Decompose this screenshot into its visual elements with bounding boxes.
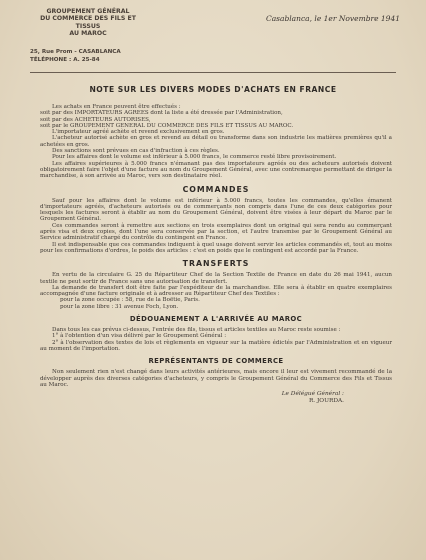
signatory-name: R. JOURDA.: [308, 398, 344, 405]
paragraph: Non seulement rien n'est changé dans leurs activités antérieures, mais encore il leur est vivement recommandé de la développer auprès des diverses catégories d'acheteurs, y compris le Groupement Général du Commerce des Fils et Tissus au Maroc.: [40, 369, 392, 388]
document-body: [22, 104, 404, 405]
paragraph: Les affaires supérieures à 5.000 francs n'émanant pas des importateurs agréés ou des acheteurs autorisés doivent obligatoirement faire l'objet d'une facture au nom du Groupement Général, avec une contremarque permettant de diriger la marchandise, à son arrivée au Maroc, vers son destinataire réel.: [40, 160, 392, 180]
commandes-section: [40, 198, 392, 255]
organization-name: [28, 8, 148, 38]
paragraph: pour la zone libre : 31 avenue Foch, Lyon.: [60, 303, 179, 310]
street-address: 25, Rue Prom - CASABLANCA: [30, 49, 121, 55]
paragraph: La demande de transfert doit être faite par l'expéditeur de la marchandise. Elle sera à établir en quatre exemplaires accompagnée d'une facture originale et à adresser au Répartiteur Chef des Textiles :: [40, 284, 392, 298]
paragraph: 1° à l'obtention d'un visa délivré par le Groupement Général :: [52, 333, 227, 340]
paragraph: Pour les affaires dont le volume est inférieur à 5.000 francs, le commerce resté libre provisoirement.: [52, 154, 337, 161]
phone-number: TÉLÉPHONE : A. 25-84: [30, 57, 100, 63]
transferts-section: [40, 272, 392, 310]
paragraph: Sauf pour les affaires dont le volume est inférieur à 5.000 francs, toutes les commandes, qu'elles émanent d'importateurs agréés, d'acheteurs autorisés ou de commerçants non compris dans l'une de ces deux catégories pour lesquels les factures seront à établir au nom du Groupement Général, doivent être visées à leur départ du Maroc par le Groupement Général.: [40, 197, 392, 223]
paragraph: soit par des IMPORTATEURS AGREES dont la liste a été dressée par l'Administration,: [40, 110, 283, 117]
signature-block: [40, 391, 392, 405]
paragraph: En vertu de la circulaire G. 25 du Répartiteur Chef de la Section Textile de France en date du 26 mai 1941, aucun textile ne peut sortir de France sans une autorisation de transfert.: [40, 272, 392, 285]
paragraph: pour la zone occupée : 58, rue de la Boëtie, Paris.: [60, 297, 200, 304]
representants-section: [40, 369, 392, 388]
signatory-title: Le Délégué Général :: [281, 391, 344, 398]
intro-section: [40, 104, 392, 180]
section-heading-commandes: COMMANDES: [182, 184, 250, 194]
letter-date: Casablanca, le 1er Novembre 1941: [265, 14, 400, 23]
org-line: AU MAROC: [69, 30, 107, 38]
paragraph: soit par le GROUPEMENT GENERAL DU COMMERCE DES FILS ET TISSUS AU MAROC.: [40, 122, 294, 129]
header-divider: [30, 72, 396, 73]
section-heading-transferts: TRANSFERTS: [182, 259, 250, 269]
section-heading-representants: REPRÉSENTANTS DE COMMERCE: [148, 357, 284, 366]
paragraph: Les achats en France peuvent être effectués :: [52, 104, 181, 110]
org-line: GROUPEMENT GÉNÉRAL: [46, 8, 130, 15]
paragraph: 2° à l'observation des textes de lois et règlements en vigueur sur la matière édictés par l'Administration et en vigueur au moment de l'importation.: [40, 339, 392, 352]
dedouanement-section: [40, 327, 392, 352]
section-heading-dedouanement: DÉDOUANEMENT A L'ARRIVÉE AU MAROC: [129, 315, 303, 324]
org-line: DU COMMERCE DES FILS ET TISSUS: [40, 15, 136, 30]
paragraph: soit par des ACHETEURS AUTORISES,: [40, 116, 151, 123]
paragraph: L'acheteur autorisé achète en gros et revend au détail ou transforme dans son industrie les matières premières qu'il a achetées en gros.: [40, 135, 392, 148]
document-title: NOTE SUR LES DIVERS MODES D'ACHATS EN FRANCE: [89, 85, 337, 94]
paragraph: Ces commandes seront à remettre aux sections en trois exemplaires dont un original qui sera rendu au commerçant après visa et deux copies, dont l'une sera conservée par la section, et l'autre transmise par le Groupement Général au Service administratif chargé du contrôle du contingent en France.: [40, 222, 392, 242]
paragraph: Des sanctions sont prévues en cas d'infraction à ces règles.: [52, 148, 220, 155]
letterhead: [22, 6, 404, 72]
paragraph: L'importateur agréé achète et revend exclusivement en gros.: [52, 129, 225, 136]
paragraph: Dans tous les cas prévus ci-dessus, l'entrée des fils, tissus et articles textiles au Maroc reste soumise :: [52, 327, 341, 334]
address-block: [30, 48, 121, 64]
paragraph: Il est indispensable que ces commandes indiquent à quel usage doivent servir les articles commandés et, tout au moins pour les confirmations d'ordres, le poids des articles : c'est en poids que le contingent est accordé par la France.: [40, 241, 392, 254]
